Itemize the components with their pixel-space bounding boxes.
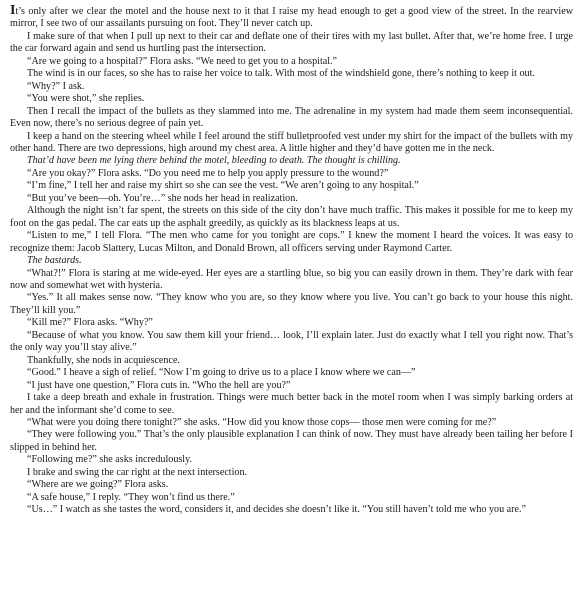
paragraph-vest: I keep a hand on the steering wheel while I feel around the stiff bulletproofed vest under my shirt for the impact of the bullets with my other hand. There are two depressions, high around my chest area. A little higher and they’d have gotten me in the neck. [10, 130, 573, 154]
paragraph-bullet-tire: I make sure of that when I pull up next to their car and deflate one of their tires with my last bullet. After that, we’re home free. I urge the car forward again and send us hurtling past the intersection. [10, 30, 573, 55]
paragraph-thought: That’d have been me lying there behind the motel, bleeding to death. The thought is chilling. [27, 155, 401, 167]
paragraph-wind: The wind is in our faces, so she has to raise her voice to talk. With most of the windshield gone, there’s nothing to keep it out. [27, 68, 535, 80]
paragraph-safe-house: “A safe house,” I reply. “They won’t find us there.” [27, 491, 235, 503]
paragraph-bastards: The bastards. [27, 255, 82, 267]
paragraph-cops: “Listen to me,” I tell Flora. “The men who came for you tonight are cops.” I knew the moment I heard the voices. It was easy to recognize them: Jacob Slattery, Lucas Milton, and Donald Brown, all officers serving under Raymond Carter. [10, 230, 573, 254]
paragraph-traffic: Although the night isn’t far spent, the streets on this side of the city don’t have much traffic. This makes it possible for me to keep my foot on the gas pedal. The car eats up the asphalt greedily, as quickly as its blackness leaps at us. [10, 205, 573, 229]
paragraph-kill-me: “Kill me?” Flora asks. “Why?” [27, 317, 153, 329]
paragraph-brake: I brake and swing the car right at the next intersection. [27, 466, 248, 478]
paragraph-you-were-shot: “You were shot,” she replies. [27, 93, 145, 105]
paragraph-what-were-you-doing: “What were you doing there tonight?” she asks. “How did you know those cops— those men were coming for me?” [27, 416, 497, 428]
paragraph-why: “Why?” I ask. [27, 80, 85, 92]
paragraph-yes: “Yes.” It all makes sense now. “They know who you are, so they know where you live. You can’t go back to your house this night. They’ll kill you.” [10, 292, 573, 316]
paragraph-because: “Because of what you know. You saw them kill your friend… look, I’ll explain later. Just do exactly what I tell you right now. That’s the only way you’ll stay alive.” [10, 329, 573, 354]
paragraph-nods: Thankfully, she nods in acquiescence. [27, 354, 180, 366]
paragraph-good: “Good.” I heave a sigh of relief. “Now I’m going to drive us to a place I know where we can—” [27, 367, 416, 379]
paragraph-deep-breath: I take a deep breath and exhale in frustration. Things were much better back in the motel room when I was simply barking orders at her and the informant she’d come to see. [10, 392, 573, 416]
opening-paragraph [10, 3, 573, 31]
paragraph-us: “Us…” I watch as she tastes the word, considers it, and decides she doesn’t like it. “You still haven’t told me who you are.” [27, 504, 526, 516]
paragraph-following-you: “They were following you.” That’s the only plausible explanation I can think of now. They must have already been tailing her before I slipped in behind her. [10, 429, 573, 453]
paragraph-hospital-question: “Are we going to a hospital?” Flora asks. “We need to get you to a hospital.” [27, 55, 338, 67]
paragraph-are-you-okay: “Are you okay?” Flora asks. “Do you need me to help you apply pressure to the wound?” [27, 167, 389, 179]
paragraph-realization: “But you’ve been—oh. You’re…” she nods her head in realization. [27, 192, 298, 204]
paragraph-where-going: “Where are we going?” Flora asks. [27, 479, 169, 491]
paragraph-one-question: “I just have one question,” Flora cuts in. “Who the hell are you?” [27, 379, 291, 391]
paragraph-recall-impact: Then I recall the impact of the bullets as they slammed into me. The adrenaline in my system had made them seem inconsequential. Even now, there’s no serious degree of pain yet. [10, 105, 573, 130]
paragraph-what: “What?!” Flora is staring at me wide-eyed. Her eyes are a startling blue, so big you can easily drown in them. They’re dark with fear now and somewhat wet with hysteria. [10, 267, 573, 291]
paragraph-following-me: “Following me?” she asks incredulously. [27, 454, 193, 466]
paragraph-im-fine: “I’m fine,” I tell her and raise my shirt so she can see the vest. “We aren’t going to any hospital.” [27, 180, 419, 192]
opening-text: t’s only after we clear the motel and the house next to it that I raise my head enough to get a good view of the street. In the rearview mirror, I see two of our assailants pursuing on foot. They’ll never catch up. [10, 6, 573, 30]
drop-cap: I [10, 3, 16, 18]
